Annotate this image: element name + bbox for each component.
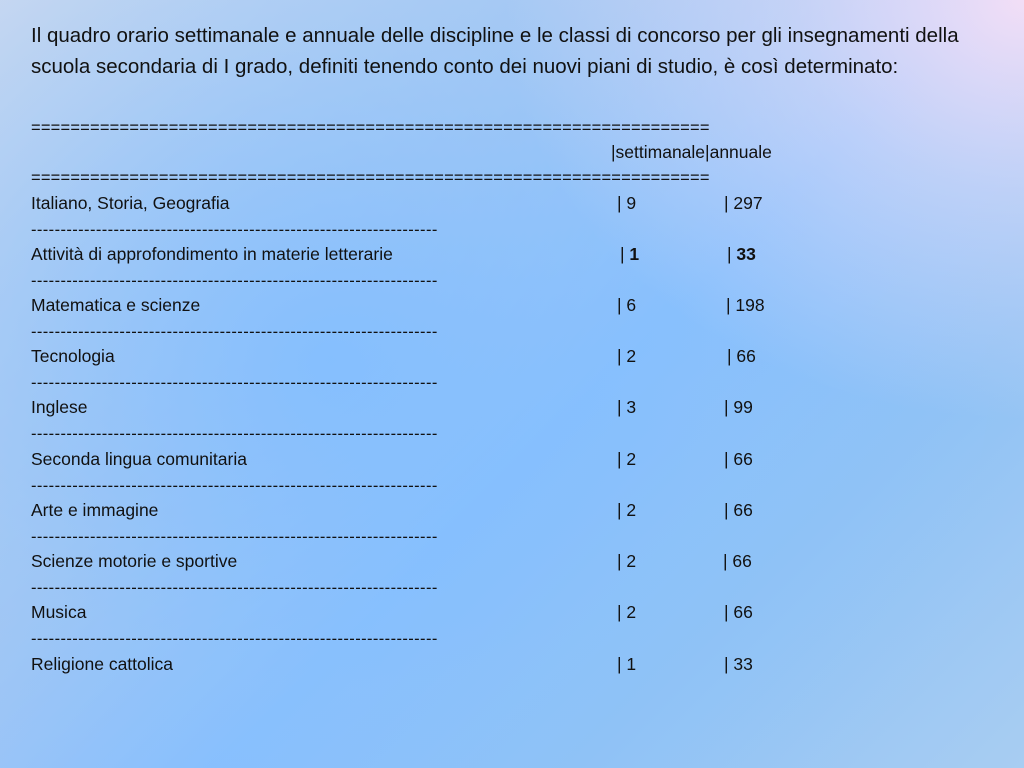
subject-cell: Matematica e scienze xyxy=(31,295,201,315)
double-separator-top: ===================================================================== xyxy=(31,119,710,137)
row-divider: --------------------------------------------------------------------- xyxy=(31,221,438,239)
subject-cell: Tecnologia xyxy=(31,346,115,366)
subject-cell: Musica xyxy=(31,602,87,622)
weekly-hours-cell: | 1 xyxy=(620,244,640,264)
subject-cell: Scienze motorie e sportive xyxy=(31,551,238,571)
table-header xyxy=(611,141,772,163)
weekly-hours-cell: | 9 xyxy=(617,193,637,213)
table-row xyxy=(31,550,931,572)
table-row xyxy=(31,192,931,214)
annual-hours-cell: | 66 xyxy=(724,602,753,622)
weekly-hours-cell: | 2 xyxy=(617,602,637,622)
weekly-hours-cell: | 2 xyxy=(617,449,637,469)
weekly-hours-cell: | 2 xyxy=(617,551,637,571)
weekly-hours-cell: | 3 xyxy=(617,397,637,417)
header-weekly: |settimanale xyxy=(611,142,706,162)
table-row xyxy=(31,294,931,316)
weekly-hours-value: 1 xyxy=(629,244,640,264)
weekly-hours-cell: | 1 xyxy=(617,654,637,674)
subject-cell: Inglese xyxy=(31,397,88,417)
row-divider: --------------------------------------------------------------------- xyxy=(31,272,438,290)
table-row xyxy=(31,345,931,367)
annual-hours-cell: | 297 xyxy=(724,193,763,213)
weekly-hours-cell: | 6 xyxy=(617,295,637,315)
subject-cell: Arte e immagine xyxy=(31,500,159,520)
row-divider: --------------------------------------------------------------------- xyxy=(31,374,438,392)
annual-hours-cell: | 33 xyxy=(724,654,753,674)
weekly-hours-cell: | 2 xyxy=(617,500,637,520)
row-divider: --------------------------------------------------------------------- xyxy=(31,425,438,443)
row-divider: --------------------------------------------------------------------- xyxy=(31,630,438,648)
table-row xyxy=(31,601,931,623)
row-divider: --------------------------------------------------------------------- xyxy=(31,323,438,341)
table-row xyxy=(31,448,931,470)
row-divider: --------------------------------------------------------------------- xyxy=(31,528,438,546)
subject-cell: Attività di approfondimento in materie letterarie xyxy=(31,244,393,264)
annual-hours-cell: | 99 xyxy=(724,397,753,417)
annual-hours-cell: | 198 xyxy=(726,295,765,315)
annual-hours-cell: | 33 xyxy=(727,244,756,264)
table-row xyxy=(31,396,931,418)
annual-hours-value: 33 xyxy=(736,244,756,264)
intro-paragraph: Il quadro orario settimanale e annuale delle discipline e le classi di concorso per gli insegnamenti della scuola secondaria di I grado, definiti tenendo conto dei nuovi piani di studio, è così determinato: xyxy=(31,24,959,78)
header-annual: |annuale xyxy=(705,142,772,162)
weekly-hours-cell: | 2 xyxy=(617,346,637,366)
subject-cell: Religione cattolica xyxy=(31,654,174,674)
row-divider: --------------------------------------------------------------------- xyxy=(31,477,438,495)
subject-cell: Seconda lingua comunitaria xyxy=(31,449,247,469)
table-row xyxy=(31,499,931,521)
subject-cell: Italiano, Storia, Geografia xyxy=(31,193,230,213)
annual-hours-cell: | 66 xyxy=(727,346,756,366)
table-row xyxy=(31,653,931,675)
annual-hours-cell: | 66 xyxy=(724,449,753,469)
annual-hours-cell: | 66 xyxy=(724,500,753,520)
row-divider: --------------------------------------------------------------------- xyxy=(31,579,438,597)
annual-hours-cell: | 66 xyxy=(723,551,752,571)
table-row xyxy=(31,243,931,265)
double-separator-bottom: ===================================================================== xyxy=(31,169,710,187)
